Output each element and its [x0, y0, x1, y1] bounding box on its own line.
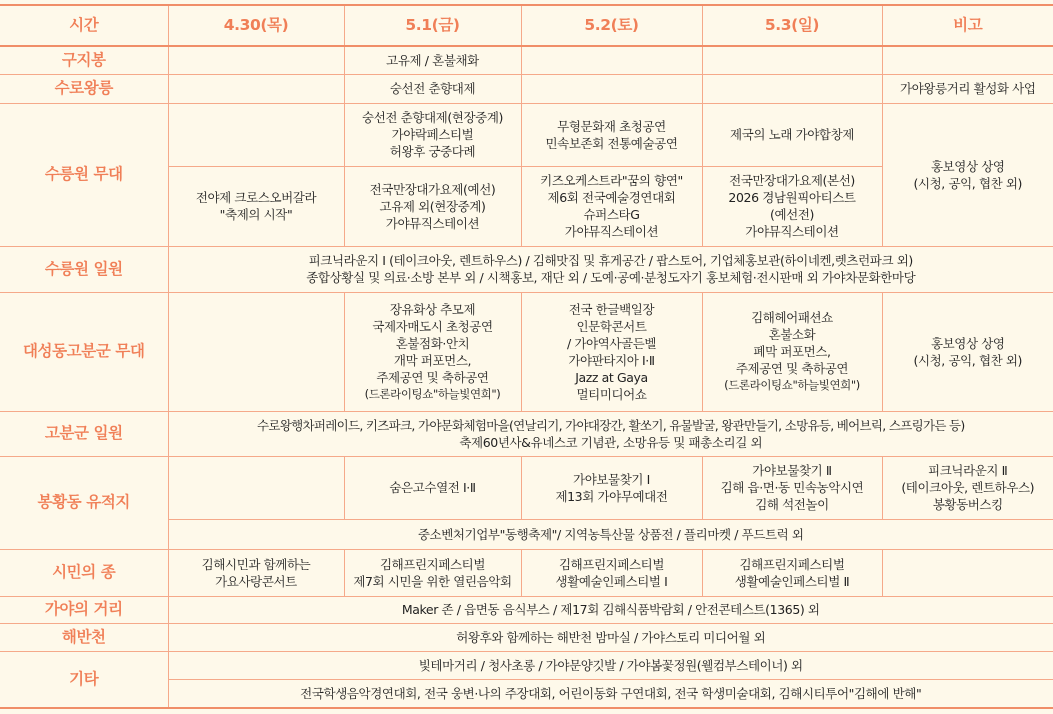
cell-note [882, 456, 1053, 519]
note-line: (시청, 공익, 협찬 외) [913, 175, 1023, 191]
event: 김해프린지페스티벌 [558, 556, 665, 572]
cell-span-all: Maker 존 / 읍면동 음식부스 / 제17회 김해식품박람회 / 안전콘테스트(1365) 외 [168, 596, 1053, 623]
cell-sat [521, 166, 702, 246]
event: 가야뮤직스테이션 [745, 224, 839, 239]
event: 가야락페스티벌 [391, 127, 474, 142]
event: 김해 읍·면·동 민속농악시연 [720, 480, 864, 495]
cell-thu [168, 456, 344, 519]
event: 김해시민과 함께하는 [201, 556, 311, 572]
note-line: 홍보영상 상영 [930, 335, 1005, 351]
event: 전국만장대가요제(예선) [369, 181, 496, 197]
cell-sat [521, 456, 702, 519]
row-label: 봉황동 유적지 [0, 456, 168, 549]
header-time: 시간 [0, 5, 168, 46]
row-sureungwon-area [0, 246, 1053, 292]
cell-sat [521, 103, 702, 166]
event: (드론라이팅쇼"하늘빛연희") [724, 378, 860, 392]
event: 개막 퍼포먼스, [393, 352, 472, 368]
cell-thu [168, 166, 344, 246]
cell-sun [702, 74, 882, 103]
event: 고유제 외(현장중계) [379, 198, 486, 214]
event: 제13회 가야무예대전 [555, 488, 668, 504]
row-label: 고분군 일원 [0, 411, 168, 456]
event: 생활예술인페스티벌 Ⅱ [734, 573, 850, 589]
cell-fri [344, 292, 521, 411]
event: 김해프린지페스티벌 [739, 556, 845, 572]
header-day-sun: 5.3(일) [702, 5, 882, 46]
row-haebancheon [0, 623, 1053, 651]
event: 생활예술인페스티벌 Ⅰ [555, 573, 668, 589]
cell-thu [168, 549, 344, 596]
event: 전국만장대가요제(본선) [729, 173, 855, 188]
event: 폐막 퍼포먼스, [753, 344, 831, 359]
row-label: 대성동고분군 무대 [0, 292, 168, 411]
cell-sat [521, 292, 702, 411]
header-note: 비고 [882, 5, 1053, 46]
event: 축제60년사&유네스코 기념관, 소망유등 및 패총소리길 외 [459, 434, 763, 450]
event: 2026 경남원픽아티스트 [728, 190, 856, 205]
cell-span-all [168, 246, 1053, 292]
row-label: 해반천 [0, 623, 168, 651]
event: 국제자매도시 초청공연 [372, 318, 493, 334]
event: 가야보물찾기 Ⅱ [752, 463, 832, 478]
event: 제국의 노래 가야합창제 [730, 127, 854, 142]
event: 가야뮤직스테이션 [564, 224, 659, 239]
event: 숨은고수열전 Ⅰ·Ⅱ [389, 480, 476, 495]
header-day-sat: 5.2(토) [521, 5, 702, 46]
event: 멀티미디어쇼 [576, 386, 647, 402]
cell-sun [702, 166, 882, 246]
cell-thu [168, 74, 344, 103]
cell-note [882, 103, 1053, 246]
cell-span-all: 빛테마거리 / 청사초롱 / 가야문양깃발 / 가야봄꽃정원(웰컴부스테이너) 외 [168, 651, 1053, 679]
event: (예선전) [770, 207, 814, 222]
event: 장유화상 추모제 [389, 301, 476, 317]
event: 민속보존회 전통예술공연 [545, 135, 678, 151]
cell-span-all [168, 411, 1053, 456]
row-etc-1 [0, 651, 1053, 679]
row-suro-tomb [0, 74, 1053, 103]
event: 무형문화재 초청공연 [557, 118, 666, 134]
cell-thu [168, 292, 344, 411]
cell-fri [344, 166, 521, 246]
event: 주제공연 및 축하공연 [376, 369, 489, 385]
header-day-thu: 4.30(목) [168, 5, 344, 46]
header-day-fri: 5.1(금) [344, 5, 521, 46]
cell-thu [168, 46, 344, 74]
cell-fri: 숭선전 춘향대제 [344, 74, 521, 103]
cell-thu [168, 103, 344, 166]
row-citizen-bell [0, 549, 1053, 596]
cell-fri [344, 103, 521, 166]
cell-span-all: 허왕후와 함께하는 해반천 밤마실 / 가야스토리 미디어월 외 [168, 623, 1053, 651]
event: 김해헤어패션쇼 [751, 310, 833, 325]
event: 종합상황실 및 의료·소방 본부 외 / 시책홍보, 재단 외 / 도예·공예·분청도자기 홍보체험·전시판매 외 가야차문화한마당 [306, 270, 916, 285]
row-sureungwon-stage-top [0, 103, 1053, 166]
row-gujibong [0, 46, 1053, 74]
row-label: 시민의 종 [0, 549, 168, 596]
cell-note [882, 549, 1053, 596]
cell-sun [702, 549, 882, 596]
event: 주제공연 및 축하공연 [735, 361, 849, 376]
event: 제6회 전국예술경연대회 [547, 190, 676, 205]
event: Jazz at Gaya [575, 369, 648, 385]
row-label: 수릉원 일원 [0, 246, 168, 292]
event: 허왕후 궁중다례 [389, 144, 476, 159]
event: "축제의 시작" [219, 207, 293, 222]
event: 키즈오케스트라"꿈의 향연" [540, 173, 683, 188]
cell-sun [702, 103, 882, 166]
cell-sun [702, 456, 882, 519]
event: 가요사랑콘서트 [215, 573, 297, 589]
row-tumuli-area [0, 411, 1053, 456]
cell-sun [702, 292, 882, 411]
event: 김해프린지페스티벌 [379, 556, 486, 572]
row-daeseong-stage [0, 292, 1053, 411]
cell-sat [521, 549, 702, 596]
event: / 가야역사골든벨 [566, 335, 657, 351]
event: 전국 한글백일장 [568, 301, 655, 317]
event: (드론라이팅쇼"하늘빛연희") [364, 386, 501, 401]
cell-span-all: 중소벤처기업부"동행축제"/ 지역농특산물 상품전 / 플리마켓 / 푸드트럭 외 [168, 519, 1053, 549]
cell-fri: 고유제 / 혼불채화 [344, 46, 521, 74]
cell-note [882, 292, 1053, 411]
event: 피크닉라운지 Ⅰ (테이크아웃, 렌트하우스) / 김해맛집 및 휴게공간 / 팝스토어, 기업체홍보관(하이네켄,렛츠런파크 외) [308, 253, 913, 268]
header-row [0, 5, 1053, 46]
note-line: (시청, 공익, 협찬 외) [913, 352, 1023, 368]
row-label: 구지봉 [0, 46, 168, 74]
event: 혼불점화·안치 [395, 335, 470, 351]
row-bonghwang-top [0, 456, 1053, 519]
event: 가야뮤직스테이션 [385, 215, 480, 231]
event: 숭선전 춘향대제(현장중계) [362, 110, 503, 125]
event: 혼불소화 [768, 327, 816, 342]
cell-note [882, 46, 1053, 74]
event: 인문학콘서트 [576, 318, 647, 334]
row-label: 수로왕릉 [0, 74, 168, 103]
event: 가야보물찾기 Ⅰ [573, 471, 650, 487]
row-label: 기타 [0, 651, 168, 708]
note-line: 홍보영상 상영 [930, 158, 1005, 174]
row-gaya-street [0, 596, 1053, 623]
cell-sat [521, 74, 702, 103]
cell-fri [344, 456, 521, 519]
event: 가야판타지아 Ⅰ·Ⅱ [568, 352, 655, 368]
event: 슈퍼스타G [583, 207, 640, 222]
event: 김해 석전놀이 [755, 497, 829, 512]
event: 전야제 크로스오버갈라 [195, 190, 317, 205]
note-line: 피크닉라운지 Ⅱ [928, 463, 1008, 478]
row-label: 수릉원 무대 [0, 103, 168, 246]
cell-sat [521, 46, 702, 74]
cell-sun [702, 46, 882, 74]
cell-fri [344, 549, 521, 596]
cell-span-all: 전국학생음악경연대회, 전국 웅변·나의 주장대회, 어린이동화 구연대회, 전국 학생미술대회, 김해시티투어"김해에 반해" [168, 679, 1053, 708]
event: 제7회 시민을 위한 열린음악회 [353, 573, 512, 589]
event: 수로왕행차퍼레이드, 키즈파크, 가야문화체험마을(연날리기, 가야대장간, 활쏘기, 유물발굴, 왕관만들기, 소망유등, 베어브릭, 스프링가든 등) [256, 417, 965, 433]
note-line: 봉황동버스킹 [932, 497, 1003, 512]
row-label: 가야의 거리 [0, 596, 168, 623]
festival-schedule-table [0, 4, 1053, 709]
cell-note: 가야왕릉거리 활성화 사업 [882, 74, 1053, 103]
note-line: (테이크아웃, 렌트하우스) [901, 480, 1035, 495]
